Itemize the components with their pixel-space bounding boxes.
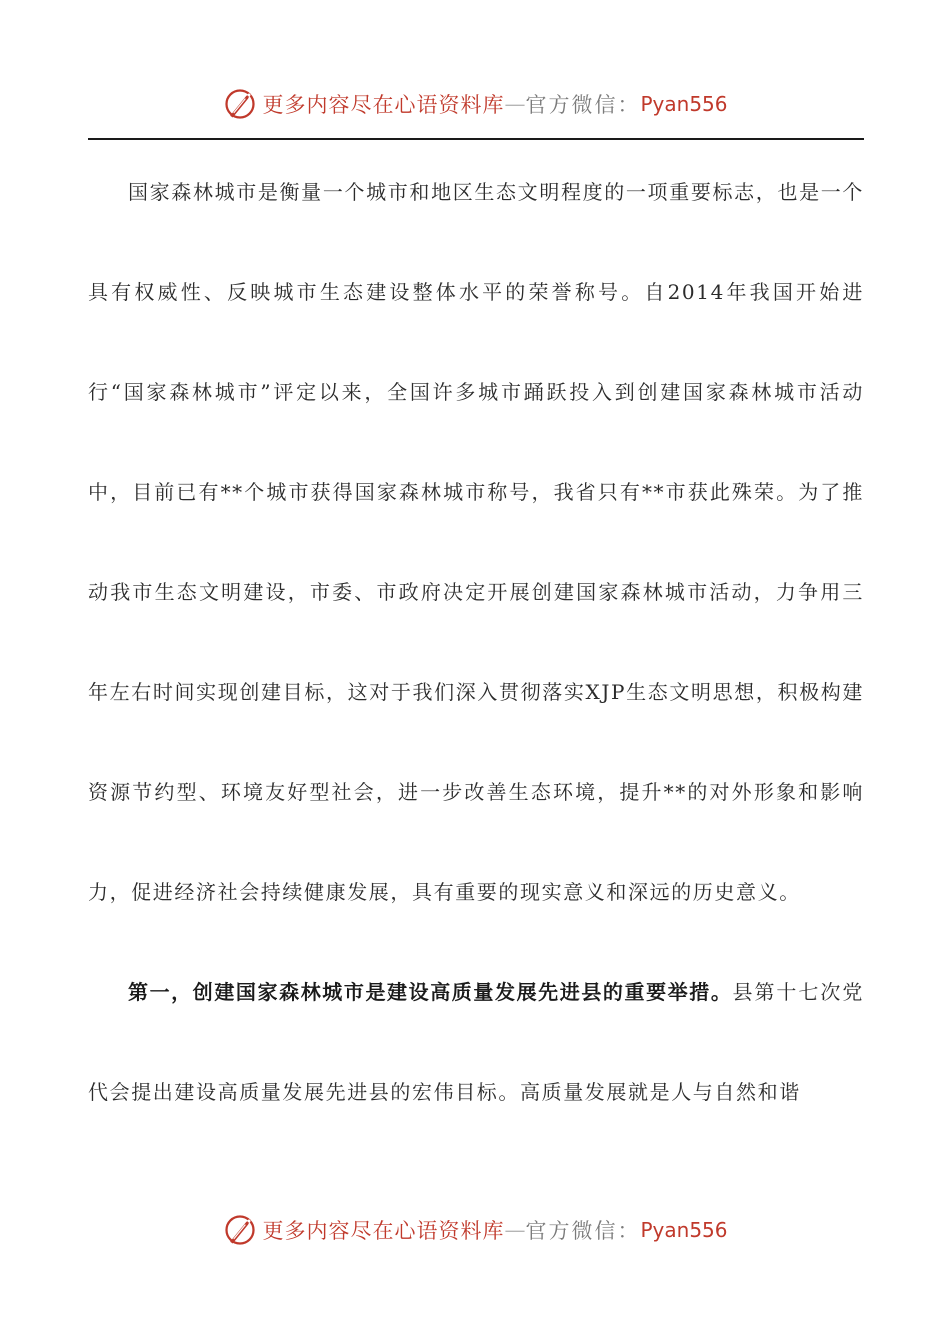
banner-brand: 更多内容尽在心语资料库	[262, 93, 505, 117]
footer-official-label: 官方微信：	[525, 1219, 641, 1243]
banner-wechat-id: Pyan556	[640, 92, 728, 116]
header-rule	[88, 138, 864, 140]
footer-wechat-id: Pyan556	[640, 1218, 728, 1242]
pen-nib-logo-icon	[222, 1212, 258, 1248]
paragraph-first-point	[88, 942, 864, 1142]
footer-banner	[0, 1208, 950, 1252]
banner-official-label: 官方微信：	[525, 93, 641, 117]
paragraph-first-point-text: 县第十七次党代会提出建设高质量发展先进县的宏伟目标。高质量发展就是人与自然和谐	[88, 980, 864, 1104]
footer-brand: 更多内容尽在心语资料库	[262, 1219, 505, 1243]
paragraph-first-point-heading: 第一，创建国家森林城市是建设高质量发展先进县的重要举措。	[128, 980, 733, 1004]
header-banner	[0, 82, 950, 126]
banner-dash: —	[504, 92, 526, 116]
pen-nib-logo-icon	[222, 86, 258, 122]
footer-dash: —	[504, 1218, 526, 1242]
paragraph-intro: 国家森林城市是衡量一个城市和地区生态文明程度的一项重要标志，也是一个具有权威性、反映城市生态建设整体水平的荣誉称号。自2014年我国开始进行“国家森林城市”评定以来，全国许多城市踊跃投入到创建国家森林城市活动中，目前已有**个城市获得国家森林城市称号，我省只有**市获此殊荣。为了推动我市生态文明建设，市委、市政府决定开展创建国家森林城市活动，力争用三年左右时间实现创建目标，这对于我们深入贯彻落实XJP生态文明思想，积极构建资源节约型、环境友好型社会，进一步改善生态环境，提升**的对外形象和影响力，促进经济社会持续健康发展，具有重要的现实意义和深远的历史意义。	[88, 180, 864, 904]
document-body	[88, 142, 864, 1142]
